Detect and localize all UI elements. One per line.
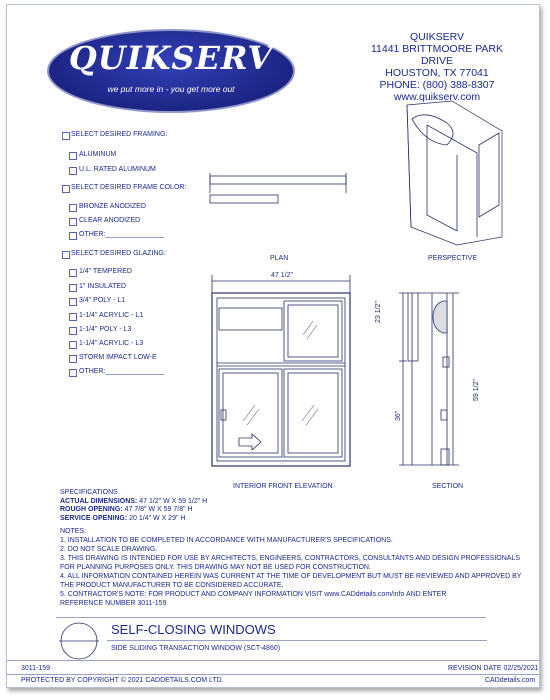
dim-total: 59 1/2" (473, 379, 480, 401)
notes (60, 527, 521, 608)
specifications (60, 489, 207, 523)
spec-value: 20 1/4" W X 29" H (129, 514, 186, 522)
company-address-2: HOUSTON, TX 77041 (385, 67, 489, 79)
perspective-label: PERSPECTIVE (428, 255, 478, 262)
revision-date: REVISION DATE 02/25/2021 (448, 665, 539, 672)
section-label: SECTION (432, 483, 464, 490)
title-underline (107, 640, 487, 641)
note-line: 2. DO NOT SCALE DRAWING. (60, 546, 158, 553)
plan-sash (210, 195, 278, 203)
caddetails-link[interactable]: CADdetails.com (485, 677, 536, 684)
notes-heading: NOTES: (60, 528, 87, 535)
option-ul-rated: U.L. RATED ALUMINUM (79, 166, 156, 173)
section-hood (433, 301, 447, 333)
elevation-arrow (239, 434, 261, 450)
note-line: 5. CONTRACTOR'S NOTE: FOR PRODUCT AND COMPANY INFORMATION VISIT www.CADdetails.com/info AND ENTER (60, 591, 447, 598)
spec-value: 47 1/2" W X 59 1/2" H (139, 497, 208, 505)
spec-key: ACTUAL DIMENSIONS: (60, 497, 138, 505)
plan-frame (210, 176, 346, 184)
option-glazing-4: 1-1/4" ACRYLIC - L1 (79, 312, 144, 319)
copyright: PROTECTED BY COPYRIGHT © 2021 CADDETAILS.COM LTD. (21, 677, 224, 684)
plan-label: PLAN (270, 255, 289, 262)
option-glazing-5: 1-1/4" POLY - L3 (79, 326, 132, 333)
option-aluminum: ALUMINUM (79, 151, 117, 158)
title-block-rule (56, 617, 486, 618)
option-glazing-other: OTHER:_______________ (79, 368, 164, 375)
footer-rule (7, 660, 539, 661)
option-glazing-6: 1-1/4" ACRYLIC - L3 (79, 340, 144, 347)
note-line: 3. THIS DRAWING IS INTENDED FOR USE BY ARCHITECTS, ENGINEERS, CONTRACTORS, CONSULTANTS AND DESIGN PROFESSIONALS (60, 555, 520, 562)
perspective-hood (412, 115, 453, 145)
note-line: 1. INSTALLATION TO BE COMPLETED IN ACCORDANCE WITH MANUFACTURER'S SPECIFICATIONS. (60, 537, 393, 544)
note-line: FOR PLANNING PURPOSES ONLY. THIS DRAWING MAY NOT BE USED FOR CONSTRUCTION. (60, 564, 371, 571)
spec-key: ROUGH OPENING: (60, 506, 123, 513)
elevation-hood-panel (219, 308, 282, 330)
elevation-latch (221, 410, 226, 420)
spec-value: 47 7/8" W X 59 7/8" H (124, 506, 193, 513)
elevation-label: INTERIOR FRONT ELEVATION (233, 483, 333, 490)
note-line: REFERENCE NUMBER 3011-159 (60, 600, 167, 607)
option-glazing-1: 1/4" TEMPERED (79, 268, 132, 275)
option-glazing-2: 1" INSULATED (79, 283, 127, 290)
option-glazing-7: STORM IMPACT LOW-E (79, 354, 157, 361)
elevation-frame (212, 293, 350, 466)
option-color-other: OTHER:_______________ (79, 231, 164, 238)
company-phone: PHONE: (800) 388-8307 (379, 79, 495, 91)
company-address-1: 11441 BRITTMOORE PARK DRIVE (370, 43, 504, 67)
logo-title: QUIKSERV (68, 39, 274, 77)
elevation-fixed-glass (284, 369, 342, 457)
document-subtitle: SIDE SLIDING TRANSACTION WINDOW (SCT-4860) (111, 645, 281, 652)
specs-heading: SPECIFICATIONS (60, 489, 118, 496)
elevation-sliding-sash (219, 369, 282, 457)
option-glazing-3: 3/4" POLY - L1 (79, 297, 126, 304)
title-block-circle (57, 619, 107, 663)
note-line: 4. ALL INFORMATION CONTAINED HEREIN WAS CURRENT AT THE TIME OF DEVELOPMENT BUT MUST BE REVIEWED AND APPROVED BY (60, 573, 522, 580)
drawing-sheet (6, 4, 540, 688)
spec-key: SERVICE OPENING: (60, 514, 128, 522)
note-line: THE PRODUCT MANUFACTURER TO BE CONSIDERED ACCURATE. (60, 582, 284, 589)
company-website[interactable]: www.quikserv.com (393, 91, 481, 103)
glazing-heading: SELECT DESIRED GLAZING: (71, 250, 166, 257)
document-title: SELF-CLOSING WINDOWS (111, 622, 276, 637)
width-dimension: 47 1/2" (271, 272, 293, 279)
company-name: QUIKSERV (409, 31, 465, 43)
option-bronze: BRONZE ANODIZED (79, 203, 146, 210)
perspective-outline (407, 101, 502, 245)
framing-heading: SELECT DESIRED FRAMING: (71, 131, 168, 138)
footer-rule-2 (7, 674, 539, 675)
dim-upper: 23 1/2" (375, 301, 382, 323)
dim-lower: 36" (395, 410, 402, 421)
reference-number: 3011-159 (21, 665, 51, 672)
logo-tagline: we put more in - you get more out (107, 84, 235, 94)
option-clear: CLEAR ANODIZED (79, 217, 141, 224)
frame-color-heading: SELECT DESIRED FRAME COLOR: (71, 184, 187, 191)
